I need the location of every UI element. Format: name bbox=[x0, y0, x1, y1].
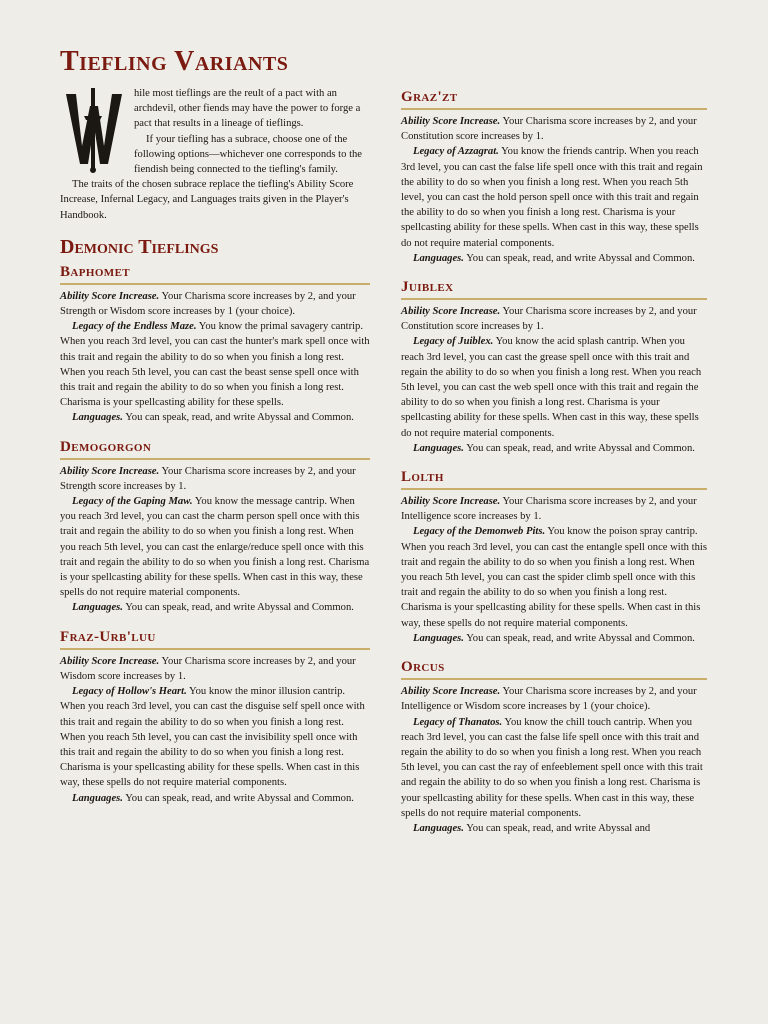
legacy-text: You know the friends cantrip. When you reach 3rd level, you can cast the false life spell once with this trait and regain the ability to do so when you finish a long rest. When you reach 5th level, you can cast the hold person spell once with this trait and regain the ability to do so when you finish a long rest. Charisma is your spellcasting ability for these spells. When cast in this way, these spells do not require material components. bbox=[401, 146, 703, 249]
legacy-paragraph bbox=[401, 715, 707, 821]
subrace-heading: Graz'zt bbox=[401, 88, 707, 110]
asi-label: Ability Score Increase. bbox=[60, 290, 160, 302]
legacy-text: You know the chill touch cantrip. When you reach 3rd level, you can cast the false life spell once with this trait and regain the ability to do so when you finish a long rest. When you reach 5th level, you can cast the ray of enfeeblement spell once with this trait and regain the ability to do so when you finish a long rest. Charisma is your spellcasting ability for these spells. When cast in this way, these spells do not require material components. bbox=[401, 716, 703, 819]
legacy-text: You know the poison spray cantrip. When you reach 3rd level, you can cast the entangle spell once with this trait and regain the ability to do so when you finish a long rest. When you reach 5th level, you can cast the spider climb spell once with this trait and regain the ability to do so when you finish a long rest. Charisma is your spellcasting ability for these spells. When cast in this way, these spells do not require material components. bbox=[401, 526, 707, 629]
asi-paragraph bbox=[60, 654, 370, 684]
languages-label: Languages. bbox=[72, 602, 123, 614]
languages-paragraph bbox=[60, 791, 370, 806]
intro-paragraph-2: If your tiefling has a subrace, choose one of the following options—whichever one corresponds to the fiendish being connected to the tiefling's family. bbox=[134, 133, 363, 176]
dropcap-w-icon bbox=[60, 86, 132, 174]
subrace-fraz-urbluu bbox=[60, 628, 370, 806]
legacy-text: You know the primal savagery cantrip. When you reach 3rd level, you can cast the hunter's mark spell once with this trait and regain the ability to do so when you finish a long rest. When you reach 5th level, you can cast the beast sense spell once with this trait and regain the ability to do so when you finish a long rest. Charisma is your spellcasting ability for these spells. bbox=[60, 321, 370, 409]
legacy-paragraph bbox=[401, 144, 707, 250]
asi-text: Your Charisma score increases by 2, and your Constitution score increases by 1. bbox=[401, 116, 697, 143]
asi-text: Your Charisma score increases by 2, and your Intelligence score increases by 1. bbox=[401, 496, 697, 523]
languages-text: You can speak, read, and write Abyssal and Common. bbox=[466, 442, 695, 454]
subrace-grazzt bbox=[401, 88, 707, 266]
legacy-label: Legacy of Azzagrat. bbox=[413, 146, 499, 158]
languages-paragraph bbox=[60, 410, 370, 425]
asi-paragraph bbox=[401, 304, 707, 334]
legacy-paragraph bbox=[401, 524, 707, 630]
legacy-text: You know the message cantrip. When you reach 3rd level, you can cast the charm person spell once with this trait and regain the ability to do so when you finish a long rest. When you reach 5th level, you can cast the enlarge/reduce spell once with this trait and regain the ability to do so when you finish a long rest. Charisma is your spellcasting ability for these spells. When cast in this way, these spells do not require material components. bbox=[60, 496, 370, 599]
subrace-heading: Baphomet bbox=[60, 263, 370, 285]
left-column bbox=[60, 46, 370, 806]
asi-text: Your Charisma score increases by 2, and your Intelligence or Wisdom score increases by 1 (your choice). bbox=[401, 686, 697, 713]
subrace-orcus bbox=[401, 658, 707, 836]
asi-paragraph bbox=[60, 289, 370, 319]
languages-label: Languages. bbox=[413, 632, 464, 644]
asi-label: Ability Score Increase. bbox=[60, 655, 160, 667]
page-title: Tiefling Variants bbox=[60, 46, 289, 77]
languages-paragraph bbox=[60, 600, 370, 615]
languages-text: You can speak, read, and write Abyssal and Common. bbox=[125, 602, 354, 614]
subrace-heading: Juiblex bbox=[401, 278, 707, 300]
asi-text: Your Charisma score increases by 2, and your Constitution score increases by 1. bbox=[401, 306, 697, 333]
languages-paragraph bbox=[401, 441, 707, 456]
right-column bbox=[401, 88, 707, 836]
subrace-juiblex bbox=[401, 278, 707, 456]
asi-label: Ability Score Increase. bbox=[60, 465, 160, 477]
languages-label: Languages. bbox=[413, 442, 464, 454]
languages-label: Languages. bbox=[72, 412, 123, 424]
legacy-paragraph bbox=[60, 319, 370, 410]
legacy-label: Legacy of the Endless Maze. bbox=[72, 321, 197, 333]
asi-text: Your Charisma score increases by 2, and your Strength or Wisdom score increases by 1 (your choice). bbox=[60, 290, 356, 318]
asi-label: Ability Score Increase. bbox=[401, 496, 501, 508]
languages-label: Languages. bbox=[413, 822, 464, 834]
asi-label: Ability Score Increase. bbox=[401, 116, 501, 127]
asi-text: Your Charisma score increases by 2, and your Wisdom score increases by 1. bbox=[60, 655, 356, 682]
languages-label: Languages. bbox=[72, 792, 123, 804]
legacy-paragraph bbox=[401, 334, 707, 440]
languages-paragraph bbox=[401, 251, 707, 266]
section-heading: Demonic Tieflings bbox=[60, 235, 219, 258]
asi-text: Your Charisma score increases by 2, and your Strength score increases by 1. bbox=[60, 465, 356, 492]
legacy-paragraph bbox=[60, 494, 370, 600]
asi-label: Ability Score Increase. bbox=[401, 686, 501, 698]
subrace-heading: Orcus bbox=[401, 658, 707, 680]
languages-label: Languages. bbox=[413, 252, 464, 264]
legacy-label: Legacy of the Gaping Maw. bbox=[72, 496, 193, 508]
legacy-label: Legacy of Hollow's Heart. bbox=[72, 686, 187, 698]
legacy-label: Legacy of Juiblex. bbox=[413, 336, 494, 348]
intro-paragraph-1: hile most tieflings are the reult of a pact with an archdevil, other fiends may have the power to forge a pact that results in a lineage of tieflings. bbox=[134, 88, 361, 130]
languages-text: You can speak, read, and write Abyssal and Common. bbox=[466, 632, 695, 644]
languages-text: You can speak, read, and write Abyssal and Common. bbox=[125, 792, 354, 804]
subrace-heading: Demogorgon bbox=[60, 438, 370, 460]
subrace-heading: Lolth bbox=[401, 468, 707, 490]
legacy-text: You know the minor illusion cantrip. When you reach 3rd level, you can cast the disguise self spell once with this trait and regain the ability to do so when you finish a long rest. When you reach 5th level, you can cast the invisibility spell once with this trait and regain the ability to do so when you finish a long rest. Charisma is your spellcasting ability for these spells. When cast in this way, these spells do not require material components. bbox=[60, 686, 365, 789]
legacy-paragraph bbox=[60, 684, 370, 790]
languages-text: You can speak, read, and write Abyssal and Common. bbox=[466, 252, 695, 264]
subrace-lolth bbox=[401, 468, 707, 646]
subrace-demogorgon bbox=[60, 438, 370, 616]
languages-paragraph bbox=[401, 631, 707, 646]
asi-paragraph bbox=[60, 464, 370, 494]
languages-paragraph bbox=[401, 821, 707, 836]
languages-text: You can speak, read, and write Abyssal and Common. bbox=[125, 412, 354, 424]
legacy-label: Legacy of Thanatos. bbox=[413, 716, 503, 728]
legacy-text: You know the acid splash cantrip. When you reach 3rd level, you can cast the grease spell once with this trait and regain the ability to do so when you finish a long rest. When you reach 5th level, you can cast the web spell once with this trait and regain the ability to do so when you finish a long rest. Charisma is your spellcasting ability for these spells. When cast in this way, these spells do not require material components. bbox=[401, 336, 702, 439]
asi-paragraph bbox=[401, 494, 707, 524]
asi-paragraph bbox=[401, 114, 707, 144]
languages-text: You can speak, read, and write Abyssal and bbox=[466, 822, 651, 834]
asi-paragraph bbox=[401, 684, 707, 714]
subrace-heading: Fraz-Urb'luu bbox=[60, 628, 370, 650]
asi-label: Ability Score Increase. bbox=[401, 306, 501, 318]
legacy-label: Legacy of the Demonweb Pits. bbox=[413, 526, 546, 538]
intro bbox=[60, 86, 370, 223]
intro-paragraph-3: The traits of the chosen subrace replace the tiefling's Ability Score Increase, Infernal Legacy, and Languages traits given in the Player's Handbook. bbox=[60, 179, 354, 221]
subrace-baphomet bbox=[60, 263, 370, 426]
